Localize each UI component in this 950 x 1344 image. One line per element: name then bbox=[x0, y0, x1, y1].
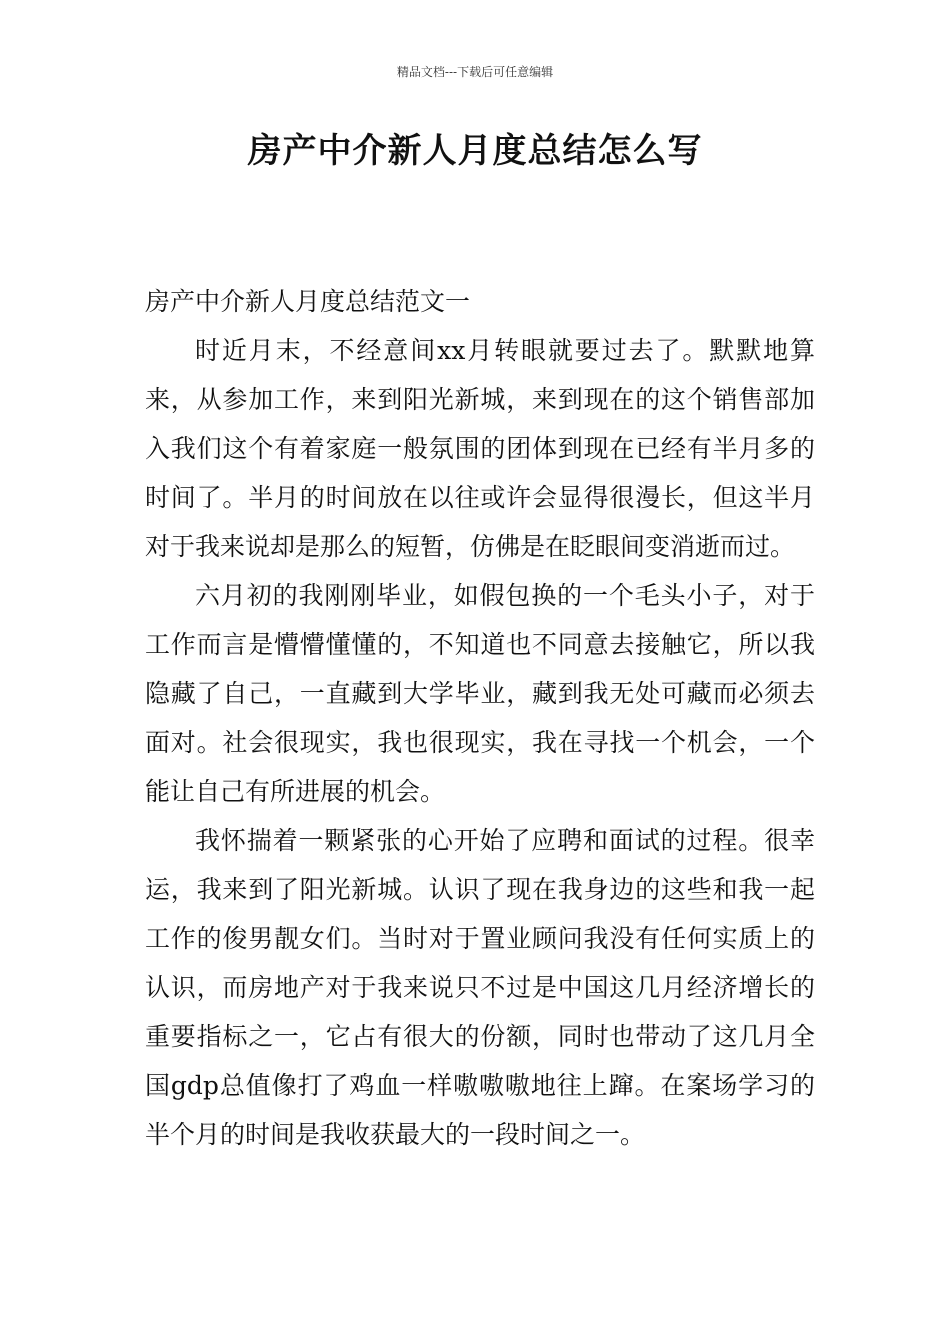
document-title: 房产中介新人月度总结怎么写 bbox=[247, 131, 703, 171]
paragraph-3: 我怀揣着一颗紧张的心开始了应聘和面试的过程。很幸运，我来到了阳光新城。认识了现在我身边的这些和我一起工作的俊男靓女们。当时对于置业顾问我没有任何实质上的认识，而房地产对于我来说只不过是中国这几月经济增长的重要指标之一，它占有很大的份额，同时也带动了这几月全国gdp总值像打了鸡血一样嗷嗷嗷地往上蹿。在案场学习的半个月的时间是我收获最大的一段时间之一。 bbox=[145, 826, 815, 1149]
document-body bbox=[145, 278, 815, 1159]
paragraph-2: 六月初的我刚刚毕业，如假包换的一个毛头小子，对于工作而言是懵懵懂懂的，不知道也不同意去接触它，所以我隐藏了自己，一直藏到大学毕业，藏到我无处可藏而必须去面对。社会很现实，我也很现实，我在寻找一个机会，一个能让自己有所进展的机会。 bbox=[145, 581, 815, 806]
section-heading: 房产中介新人月度总结范文一 bbox=[145, 287, 471, 316]
paragraph-1: 时近月末，不经意间xx月转眼就要过去了。默默地算来，从参加工作，来到阳光新城，来到现在的这个销售部加入我们这个有着家庭一般氛围的团体到现在已经有半月多的时间了。半月的时间放在以往或许会显得很漫长，但这半月对于我来说却是那么的短暂，仿佛是在眨眼间变消逝而过。 bbox=[145, 336, 815, 561]
page-header-note: 精品文档---下载后可任意编辑 bbox=[396, 65, 554, 79]
